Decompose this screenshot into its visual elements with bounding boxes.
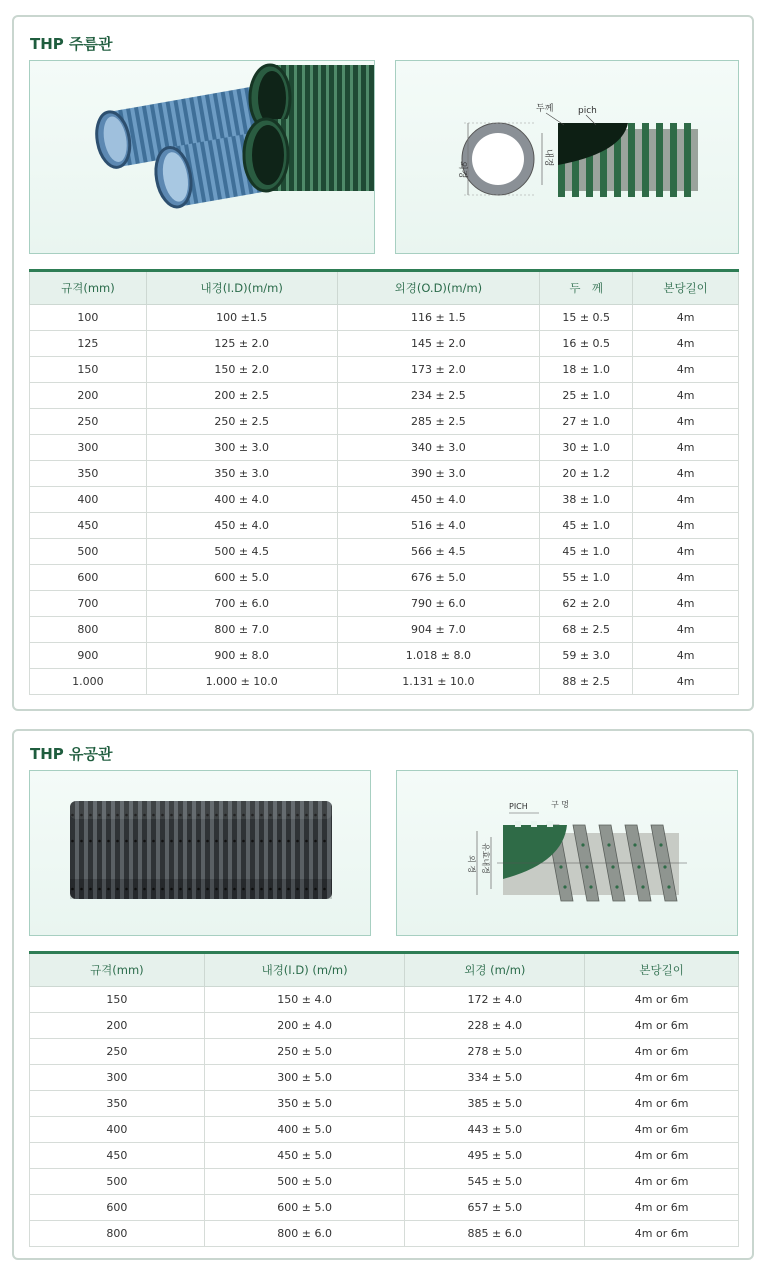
table-cell: 516 ± 4.0 <box>337 513 540 539</box>
table-cell: 173 ± 2.0 <box>337 357 540 383</box>
table-cell: 4m <box>633 617 739 643</box>
table-cell: 4m <box>633 643 739 669</box>
table-cell: 600 ± 5.0 <box>204 1195 405 1221</box>
table-cell: 4m <box>633 461 739 487</box>
table-cell: 4m or 6m <box>585 1169 739 1195</box>
table-row <box>30 591 739 617</box>
table-cell: 55 ± 1.0 <box>540 565 633 591</box>
table-row <box>30 1065 739 1091</box>
table-header-row <box>30 953 739 987</box>
table-cell: 4m <box>633 487 739 513</box>
table-row <box>30 1013 739 1039</box>
table-cell: 4m or 6m <box>585 1065 739 1091</box>
table-cell: 350 ± 3.0 <box>146 461 337 487</box>
table-cell: 1.018 ± 8.0 <box>337 643 540 669</box>
table-cell: 250 ± 2.5 <box>146 409 337 435</box>
corrugated-pipe-photo <box>29 60 375 254</box>
table-row <box>30 1039 739 1065</box>
section-title: THP 주름관 <box>30 35 113 53</box>
table-cell: 900 ± 8.0 <box>146 643 337 669</box>
table-cell: 450 ± 4.0 <box>337 487 540 513</box>
svg-text:PICH: PICH <box>509 802 528 811</box>
table-row <box>30 643 739 669</box>
table-cell: 500 <box>30 1169 205 1195</box>
table-row <box>30 987 739 1013</box>
perforated-pipe-spec-table <box>29 951 739 1247</box>
table-cell: 150 <box>30 357 147 383</box>
table-row <box>30 487 739 513</box>
table-cell: 4m <box>633 305 739 331</box>
svg-text:두께: 두께 <box>536 104 554 114</box>
table-cell: 4m <box>633 669 739 695</box>
table-cell: 4m or 6m <box>585 1221 739 1247</box>
table-cell: 59 ± 3.0 <box>540 643 633 669</box>
table-row <box>30 331 739 357</box>
table-cell: 4m or 6m <box>585 1013 739 1039</box>
table-cell: 18 ± 1.0 <box>540 357 633 383</box>
table-cell: 68 ± 2.5 <box>540 617 633 643</box>
table-row <box>30 383 739 409</box>
table-cell: 125 <box>30 331 147 357</box>
table-cell: 228 ± 4.0 <box>405 1013 585 1039</box>
table-row <box>30 305 739 331</box>
table-cell: 4m <box>633 539 739 565</box>
table-cell: 116 ± 1.5 <box>337 305 540 331</box>
table-cell: 62 ± 2.0 <box>540 591 633 617</box>
table-cell: 300 <box>30 1065 205 1091</box>
table-cell: 800 ± 7.0 <box>146 617 337 643</box>
svg-text:내경: 내경 <box>543 149 553 167</box>
table-cell: 27 ± 1.0 <box>540 409 633 435</box>
table-row <box>30 617 739 643</box>
table-cell: 800 <box>30 1221 205 1247</box>
table-cell: 4m <box>633 383 739 409</box>
table-cell: 15 ± 0.5 <box>540 305 633 331</box>
table-cell: 4m <box>633 565 739 591</box>
table-cell: 600 <box>30 565 147 591</box>
table-cell: 200 ± 4.0 <box>204 1013 405 1039</box>
table-cell: 4m <box>633 435 739 461</box>
table-cell: 334 ± 5.0 <box>405 1065 585 1091</box>
column-header: 내경(I.D)(m/m) <box>146 271 337 305</box>
table-cell: 676 ± 5.0 <box>337 565 540 591</box>
table-cell: 800 <box>30 617 147 643</box>
table-cell: 400 <box>30 1117 205 1143</box>
table-cell: 145 ± 2.0 <box>337 331 540 357</box>
column-header: 외경(O.D)(m/m) <box>337 271 540 305</box>
table-row <box>30 461 739 487</box>
table-cell: 100 ±1.5 <box>146 305 337 331</box>
column-header: 두 께 <box>540 271 633 305</box>
table-cell: 4m <box>633 331 739 357</box>
table-row <box>30 1117 739 1143</box>
table-cell: 278 ± 5.0 <box>405 1039 585 1065</box>
table-cell: 200 <box>30 1013 205 1039</box>
table-cell: 200 ± 2.5 <box>146 383 337 409</box>
table-cell: 1.000 ± 10.0 <box>146 669 337 695</box>
table-cell: 88 ± 2.5 <box>540 669 633 695</box>
table-cell: 250 <box>30 409 147 435</box>
table-cell: 100 <box>30 305 147 331</box>
table-cell: 4m <box>633 591 739 617</box>
table-row <box>30 409 739 435</box>
svg-text:구 멍: 구 멍 <box>551 800 569 809</box>
table-cell: 885 ± 6.0 <box>405 1221 585 1247</box>
table-cell: 234 ± 2.5 <box>337 383 540 409</box>
table-row <box>30 1091 739 1117</box>
table-cell: 4m or 6m <box>585 1195 739 1221</box>
table-cell: 1.000 <box>30 669 147 695</box>
table-cell: 500 ± 5.0 <box>204 1169 405 1195</box>
table-cell: 125 ± 2.0 <box>146 331 337 357</box>
table-cell: 16 ± 0.5 <box>540 331 633 357</box>
table-header-row <box>30 271 739 305</box>
table-cell: 4m <box>633 513 739 539</box>
table-cell: 4m <box>633 409 739 435</box>
table-cell: 600 ± 5.0 <box>146 565 337 591</box>
table-cell: 340 ± 3.0 <box>337 435 540 461</box>
table-cell: 200 <box>30 383 147 409</box>
corrugated-pipe-spec-table <box>29 269 739 695</box>
table-cell: 700 ± 6.0 <box>146 591 337 617</box>
table-cell: 150 ± 4.0 <box>204 987 405 1013</box>
table-cell: 45 ± 1.0 <box>540 513 633 539</box>
table-cell: 30 ± 1.0 <box>540 435 633 461</box>
table-cell: 300 <box>30 435 147 461</box>
table-cell: 4m or 6m <box>585 1143 739 1169</box>
column-header: 규격(mm) <box>30 271 147 305</box>
table-row <box>30 435 739 461</box>
table-cell: 150 ± 2.0 <box>146 357 337 383</box>
table-cell: 790 ± 6.0 <box>337 591 540 617</box>
corrugated-pipe-diagram <box>395 60 739 254</box>
perforated-pipe-diagram <box>396 770 738 936</box>
svg-text:유효내경: 유효내경 <box>481 843 490 874</box>
table-row <box>30 565 739 591</box>
svg-text:pich: pich <box>578 106 597 116</box>
corrugated-pipe-panel <box>12 15 754 711</box>
table-cell: 4m <box>633 357 739 383</box>
table-cell: 4m or 6m <box>585 1039 739 1065</box>
svg-text:외경: 외경 <box>457 161 467 179</box>
table-cell: 657 ± 5.0 <box>405 1195 585 1221</box>
column-header: 본당길이 <box>585 953 739 987</box>
table-cell: 1.131 ± 10.0 <box>337 669 540 695</box>
table-row <box>30 669 739 695</box>
table-cell: 250 <box>30 1039 205 1065</box>
section-title: THP 유공관 <box>30 745 113 763</box>
table-cell: 800 ± 6.0 <box>204 1221 405 1247</box>
table-cell: 172 ± 4.0 <box>405 987 585 1013</box>
column-header: 외경 (m/m) <box>405 953 585 987</box>
perforated-pipe-panel <box>12 729 754 1260</box>
table-cell: 450 <box>30 1143 205 1169</box>
table-cell: 900 <box>30 643 147 669</box>
table-row <box>30 1221 739 1247</box>
table-cell: 350 <box>30 461 147 487</box>
svg-text:외 경: 외 경 <box>467 855 476 873</box>
table-cell: 450 ± 5.0 <box>204 1143 405 1169</box>
table-row <box>30 1195 739 1221</box>
table-cell: 250 ± 5.0 <box>204 1039 405 1065</box>
table-cell: 4m or 6m <box>585 987 739 1013</box>
table-cell: 20 ± 1.2 <box>540 461 633 487</box>
table-cell: 443 ± 5.0 <box>405 1117 585 1143</box>
table-cell: 25 ± 1.0 <box>540 383 633 409</box>
table-cell: 566 ± 4.5 <box>337 539 540 565</box>
table-cell: 285 ± 2.5 <box>337 409 540 435</box>
table-cell: 38 ± 1.0 <box>540 487 633 513</box>
table-cell: 700 <box>30 591 147 617</box>
table-row <box>30 357 739 383</box>
column-header: 규격(mm) <box>30 953 205 987</box>
table-cell: 450 <box>30 513 147 539</box>
table-cell: 545 ± 5.0 <box>405 1169 585 1195</box>
table-cell: 150 <box>30 987 205 1013</box>
table-cell: 4m or 6m <box>585 1091 739 1117</box>
table-cell: 450 ± 4.0 <box>146 513 337 539</box>
table-cell: 400 ± 5.0 <box>204 1117 405 1143</box>
table-row <box>30 1169 739 1195</box>
table-cell: 300 ± 5.0 <box>204 1065 405 1091</box>
table-cell: 4m or 6m <box>585 1117 739 1143</box>
table-cell: 350 <box>30 1091 205 1117</box>
table-cell: 350 ± 5.0 <box>204 1091 405 1117</box>
column-header: 본당길이 <box>633 271 739 305</box>
table-cell: 600 <box>30 1195 205 1221</box>
table-row <box>30 513 739 539</box>
table-cell: 300 ± 3.0 <box>146 435 337 461</box>
table-cell: 500 <box>30 539 147 565</box>
table-cell: 904 ± 7.0 <box>337 617 540 643</box>
table-cell: 390 ± 3.0 <box>337 461 540 487</box>
table-cell: 495 ± 5.0 <box>405 1143 585 1169</box>
table-cell: 500 ± 4.5 <box>146 539 337 565</box>
table-row <box>30 1143 739 1169</box>
table-cell: 400 ± 4.0 <box>146 487 337 513</box>
column-header: 내경(I.D) (m/m) <box>204 953 405 987</box>
perforated-pipe-photo <box>29 770 371 936</box>
table-cell: 385 ± 5.0 <box>405 1091 585 1117</box>
table-cell: 400 <box>30 487 147 513</box>
table-cell: 45 ± 1.0 <box>540 539 633 565</box>
table-row <box>30 539 739 565</box>
